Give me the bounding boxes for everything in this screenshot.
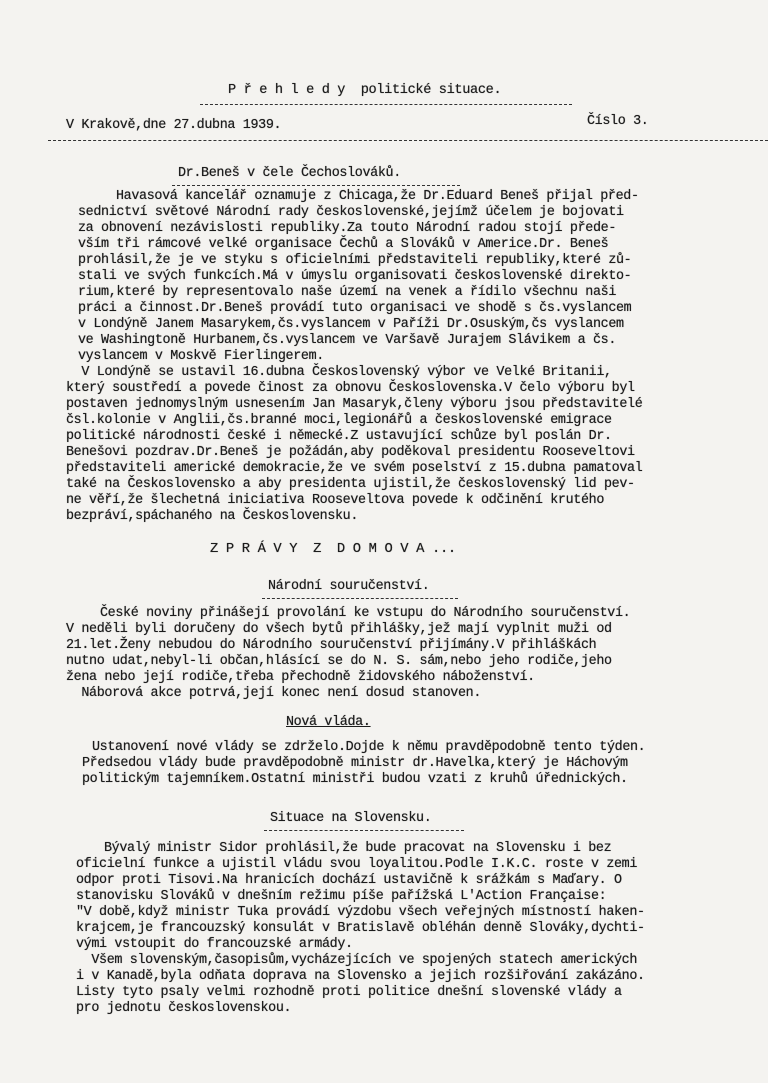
section-heading-vlada: Nová vláda. — [286, 715, 371, 730]
title-rule — [200, 104, 572, 105]
section-heading-rule — [264, 830, 464, 831]
text-line: V neděli byli doručeny do všech bytů přihlášky,jež mají vyplnit muži od — [66, 622, 612, 637]
text-line: sednictví světové Národní rady československé,jejímž účelem je bojovati — [78, 205, 624, 220]
text-line: žena nebo její rodiče,třeba přechodně židovského náboženství. — [66, 670, 535, 685]
news-section-title: Z P R Á V Y Z D O M O V A ... — [210, 542, 456, 557]
section-heading-rule — [172, 185, 460, 186]
text-line: stali ve svých funkcích.Má v úmyslu organisovati československé direkto- — [78, 269, 632, 284]
text-line: politické národnosti české i německé.Z ustavující schůze byl poslán Dr. — [66, 429, 612, 444]
text-line: práci a činnost.Dr.Beneš provádí tuto organisaci ve shodě s čs.vyslancem — [78, 301, 632, 316]
text-line: v Londýně Janem Masarykem,čs.vyslancem v Paříži Dr.Osuským,čs vyslancem — [78, 317, 624, 332]
section-heading-sourucenstvi: Národní souručenství. — [268, 579, 430, 594]
text-line: stanovisku Slováků v dnešním režimu píše pařížská L'Action Française: — [76, 889, 607, 904]
text-line: pro jednotu československou. — [76, 1001, 292, 1016]
text-line: vými vstoupit do francouzské armády. — [76, 937, 353, 952]
text-line: postaven jednomyslným usnesením Jan Masaryk,členy výboru jsou představitelé — [66, 397, 643, 412]
issue-number: Číslo 3. — [587, 114, 649, 129]
document-title: P ř e h l e d y politické situace. — [228, 83, 502, 98]
text-line: za obnovení nezávislosti republiky.Za touto Národní radou stojí přede- — [78, 221, 616, 236]
text-line: Bývalý ministr Sidor prohlásil,že bude pracovat na Slovensku i bez — [104, 841, 612, 856]
text-line: 21.let.Ženy nebudou do Národního souručenství přijímány.V přihláškách — [66, 638, 597, 653]
text-line: Předsedou vlády bude pravděpodobně ministr dr.Havelka,který je Háchovým — [82, 756, 628, 771]
text-line: vyslancem v Moskvě Fierlingerem. — [78, 349, 324, 364]
text-line: oficielní funkce a ujistil vládu svou loyalitou.Podle I.K.C. roste v zemi — [76, 857, 638, 872]
text-line: V Londýně se ustavil 16.dubna Československý výbor ve Velké Britanii, — [66, 365, 612, 380]
text-line: bezpráví,spáchaného na Československu. — [66, 509, 359, 524]
text-line: ne věří,že šlechetná iniciativa Rooseveltova povede k odčinění krutého — [66, 493, 604, 508]
text-line: také na Československo a aby presidenta ujistil,že československý lid pev- — [66, 477, 635, 492]
text-line: Havasová kancelář oznamuje z Chicaga,že Dr.Eduard Beneš přijal před- — [116, 189, 639, 204]
text-line: politickým tajemníkem.Ostatní ministři budou vzati z kruhů úřednických. — [82, 772, 628, 787]
text-line: vším tři rámcové velké organisace Čechů a Slováků v Americe.Dr. Beneš — [78, 237, 609, 252]
text-line: rium,které by representovalo naše území na venek a řídilo všechnu naši — [78, 285, 616, 300]
section-heading-rule — [262, 598, 458, 599]
place-date: V Krakově,dne 27.dubna 1939. — [66, 118, 282, 133]
text-line: Všem slovenským,časopisům,vycházejících ve spojených statech amerických — [76, 953, 638, 968]
text-line: prohlásil,že je ve styku s oficielními představiteli republiky,které zů- — [78, 253, 632, 268]
text-line: krajcem,je francouzský konsulát v Bratislavě obléhán denně Slováky,dychti- — [76, 921, 645, 936]
text-line: České noviny přinášejí provolání ke vstupu do Národního souručenství. — [100, 606, 631, 621]
text-line: Benešovi pozdrav.Dr.Beneš je požádán,aby poděkoval presidentu Rooseveltovi — [66, 445, 635, 460]
section-heading-slovensko: Situace na Slovensku. — [270, 811, 432, 826]
text-line: i v Kanadě,byla odňata doprava na Slovensko a jejich rozšiřování zakázáno. — [76, 969, 645, 984]
text-line: Ustanovení nové vlády se zdrželo.Dojde k němu pravděpodobně tento týden. — [92, 740, 646, 755]
text-line: odpor proti Tisovi.Na hranicích dochází ustavičně k srážkám s Maďary. O — [76, 873, 622, 888]
text-line: ve Washingtoně Hurbanem,čs.vyslancem ve Varšavě Jurajem Slávikem a čs. — [78, 333, 616, 348]
text-line: představiteli americké demokracie,že ve svém poselství z 15.dubna pamatoval — [66, 461, 643, 476]
text-line: čsl.kolonie v Anglii,čs.branné moci,legionářů a československé emigrace — [66, 413, 612, 428]
text-line: "V době,když ministr Tuka provádí výzdobu všech veřejných místností haken- — [76, 905, 645, 920]
text-line: Náborová akce potrvá,její konec není dosud stanoven. — [66, 686, 482, 701]
text-line: který soustředí a povede činost za obnovu Československa.V čelo výboru byl — [66, 381, 635, 396]
section-heading-benes: Dr.Beneš v čele Čechoslováků. — [178, 166, 401, 181]
header-rule — [48, 140, 768, 141]
text-line: nutno udat,nebyl-li občan,hlásící se do N. S. sám,nebo jeho rodiče,jeho — [66, 654, 612, 669]
text-line: Listy tyto psaly velmi rozhodně proti politice dnešní slovenské vlády a — [76, 985, 622, 1000]
